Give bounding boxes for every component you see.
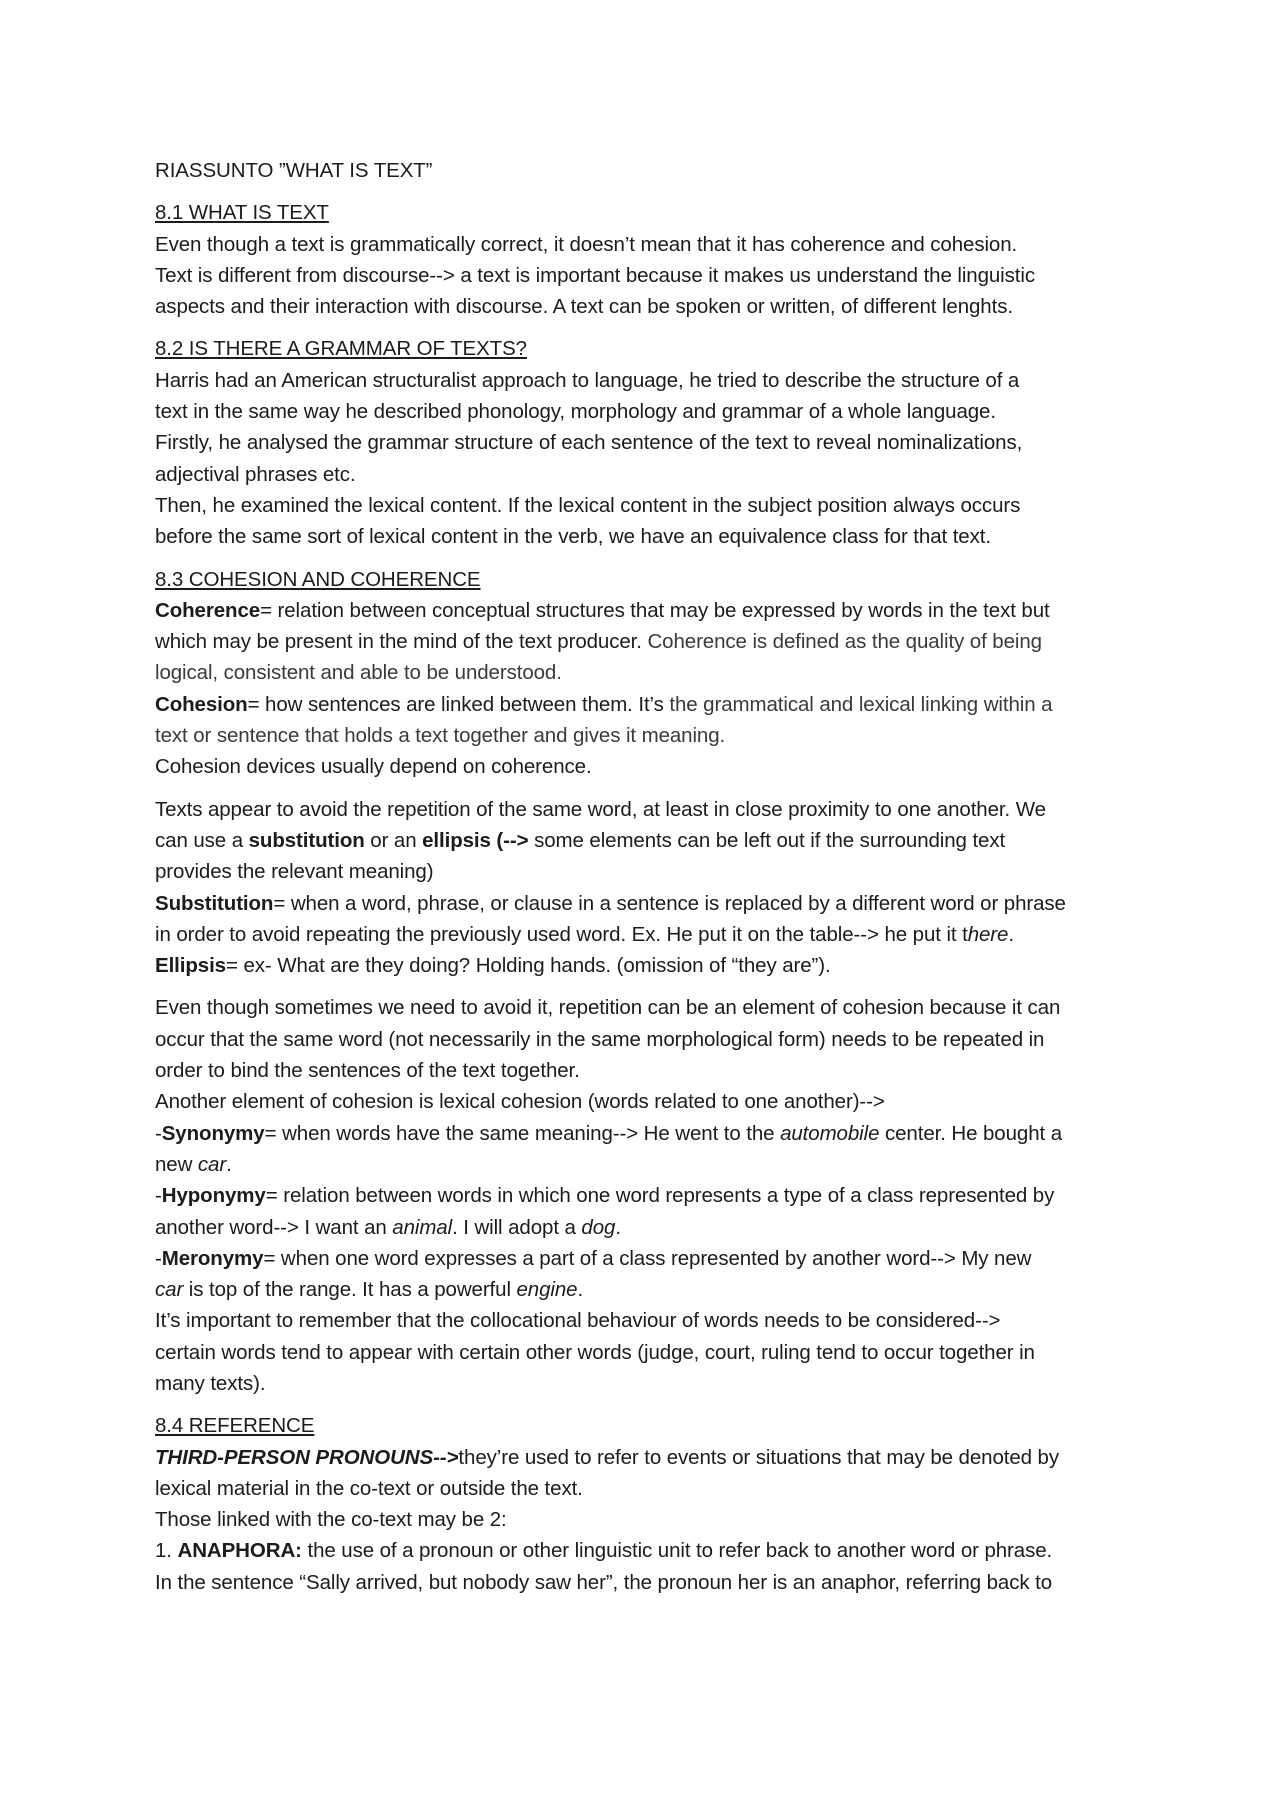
text-line: Those linked with the co-text may be 2:	[155, 1508, 507, 1532]
text-line: before the same sort of lexical content in the verb, we have an equivalence class for that text.	[155, 525, 991, 549]
text-line: new car.	[155, 1152, 232, 1176]
text-line: Coherence= relation between conceptual structures that may be expressed by words in the text but	[155, 598, 1050, 622]
text-line: Even though a text is grammatically correct, it doesn’t mean that it has coherence and cohesion.	[155, 232, 1018, 256]
text-line: Ellipsis= ex- What are they doing? Holding hands. (omission of “they are”).	[155, 954, 831, 978]
text-line: THIRD-PERSON PRONOUNS-->they’re used to refer to events or situations that may be denoted by	[155, 1445, 1060, 1469]
term-third-person-pronouns: THIRD-PERSON PRONOUNS-->	[155, 1445, 459, 1469]
text-line: another word--> I want an animal. I will adopt a dog.	[155, 1215, 621, 1239]
section-8-3	[155, 564, 1140, 1400]
text-line: logical, consistent and able to be understood.	[155, 661, 562, 685]
text-line: which may be present in the mind of the text producer. Coherence is defined as the quality of being	[155, 630, 1042, 654]
text-line: Firstly, he analysed the grammar structure of each sentence of the text to reveal nominalizations,	[155, 431, 1023, 455]
section-heading: 8.4 REFERENCE	[155, 1414, 315, 1438]
text-line: Even though sometimes we need to avoid it, repetition can be an element of cohesion because it can	[155, 996, 1061, 1020]
term-synonymy: Synonymy	[161, 1121, 265, 1145]
text-line: Then, he examined the lexical content. If the lexical content in the subject position always occurs	[155, 493, 1021, 517]
text-line: certain words tend to appear with certain other words (judge, court, ruling tend to occur together in	[155, 1340, 1035, 1364]
term-anaphora: ANAPHORA:	[177, 1539, 302, 1563]
text-line: text or sentence that holds a text together and gives it meaning.	[155, 724, 726, 748]
text-line: -Meronymy= when one word expresses a part of a class represented by another word--> My new	[155, 1246, 1032, 1270]
text-line: car is top of the range. It has a powerful engine.	[155, 1278, 584, 1302]
text-line: order to bind the sentences of the text together.	[155, 1059, 580, 1083]
section-heading: 8.3 COHESION AND COHERENCE	[155, 567, 481, 591]
text-line: adjectival phrases etc.	[155, 462, 356, 486]
text-line: Text is different from discourse--> a text is important because it makes us understand the linguistic	[155, 263, 1035, 287]
section-8-2	[155, 333, 1140, 552]
text-line: -Synonymy= when words have the same meaning--> He went to the automobile center. He bought a	[155, 1121, 1063, 1145]
text-line: can use a substitution or an ellipsis (--> some elements can be left out if the surrounding text	[155, 828, 1006, 852]
text-line: -Hyponymy= relation between words in which one word represents a type of a class represented by	[155, 1184, 1055, 1208]
text-line: Cohesion= how sentences are linked between them. It’s the grammatical and lexical linking within a	[155, 692, 1053, 716]
text-line: Harris had an American structuralist approach to language, he tried to describe the structure of a	[155, 368, 1020, 392]
section-8-1	[155, 197, 1140, 322]
section-heading: 8.1 WHAT IS TEXT	[155, 201, 329, 225]
term-coherence: Coherence	[155, 598, 261, 622]
term-cohesion: Cohesion	[155, 692, 248, 716]
term-meronymy: Meronymy	[161, 1246, 264, 1270]
text-line: text in the same way he described phonology, morphology and grammar of a whole language.	[155, 400, 996, 424]
text-line: aspects and their interaction with discourse. A text can be spoken or written, of different lenghts.	[155, 295, 1013, 319]
text-line: It’s important to remember that the collocational behaviour of words needs to be considered-->	[155, 1309, 1001, 1333]
text-line: Another element of cohesion is lexical cohesion (words related to one another)-->	[155, 1090, 885, 1114]
section-heading: 8.2 IS THERE A GRAMMAR OF TEXTS?	[155, 337, 527, 361]
text-line: provides the relevant meaning)	[155, 860, 434, 884]
text-line: Cohesion devices usually depend on coherence.	[155, 755, 592, 779]
term-ellipsis: Ellipsis	[155, 954, 226, 978]
document-title: RIASSUNTO ”WHAT IS TEXT”	[155, 159, 433, 182]
term-hyponymy: Hyponymy	[161, 1184, 266, 1208]
text-line: lexical material in the co-text or outside the text.	[155, 1476, 583, 1500]
text-line: In the sentence “Sally arrived, but nobody saw her”, the pronoun her is an anaphor, referring back to	[155, 1570, 1052, 1594]
text-line: occur that the same word (not necessarily in the same morphological form) needs to be repeated in	[155, 1027, 1045, 1051]
text-line: in order to avoid repeating the previously used word. Ex. He put it on the table--> he put it there.	[155, 922, 1014, 946]
text-line: many texts).	[155, 1371, 266, 1395]
section-8-4	[155, 1410, 1140, 1598]
text-line: 1. ANAPHORA: the use of a pronoun or other linguistic unit to refer back to another word or phrase.	[155, 1539, 1053, 1563]
text-line: Substitution= when a word, phrase, or clause in a sentence is replaced by a different word or phrase	[155, 891, 1066, 915]
document-page	[155, 155, 1140, 1609]
text-line: Texts appear to avoid the repetition of the same word, at least in close proximity to one another. We	[155, 797, 1046, 821]
term-substitution: Substitution	[155, 891, 274, 915]
